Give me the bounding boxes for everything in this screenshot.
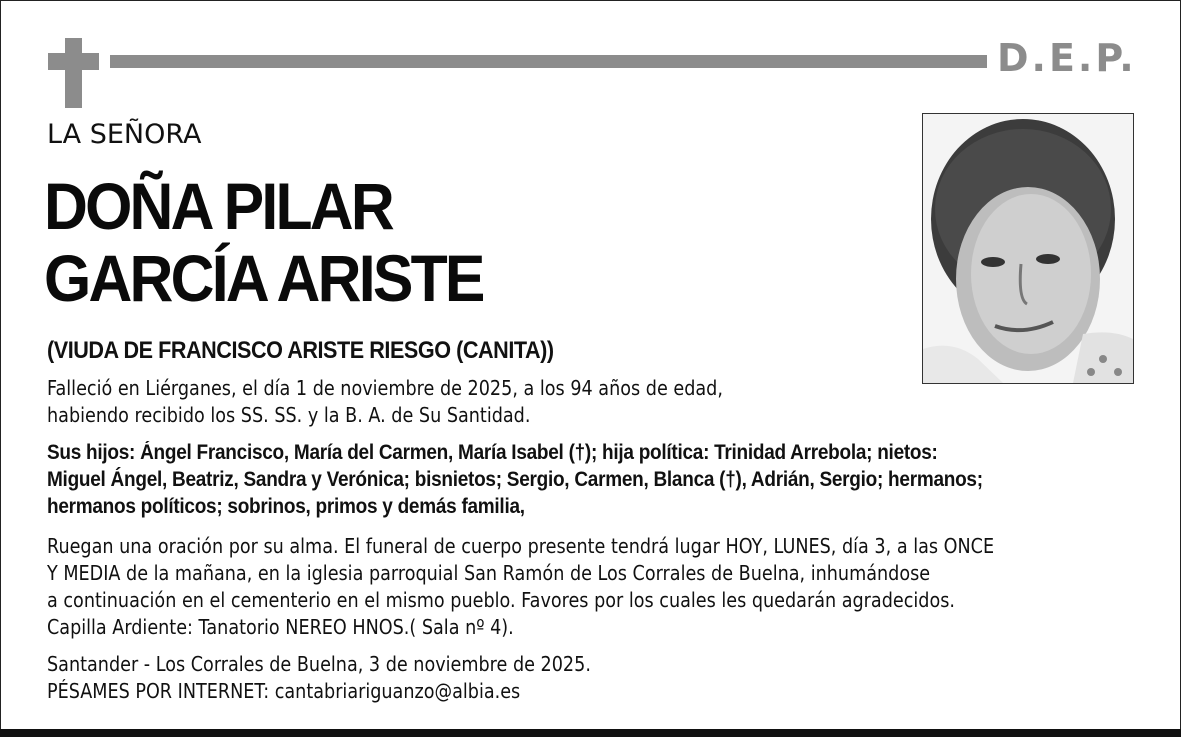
death-notice xyxy=(47,375,723,429)
place-date: Santander - Los Corrales de Buelna, 3 de noviembre de 2025. xyxy=(47,652,591,676)
cross-icon-vertical xyxy=(65,38,82,108)
family-list xyxy=(47,439,983,520)
family-line: hermanos políticos; sobrinos, primos y demás familia, xyxy=(47,495,525,518)
bottom-border xyxy=(0,729,1181,737)
funeral-line: Capilla Ardiente: Tanatorio NEREO HNOS.( Sala nº 4). xyxy=(47,615,514,639)
name-line: GARCÍA ARISTE xyxy=(44,241,483,315)
header-divider xyxy=(110,55,987,68)
death-line: Falleció en Liérganes, el día 1 de noviembre de 2025, a los 94 años de edad, xyxy=(47,376,723,400)
dep-heading: D.E.P. xyxy=(997,36,1137,80)
funeral-details xyxy=(47,533,994,641)
death-line: habiendo recibido los SS. SS. y la B. A. de Su Santidad. xyxy=(47,403,531,427)
name-line: DOÑA PILAR xyxy=(44,169,392,243)
portrait-illustration xyxy=(923,114,1133,383)
portrait-photo xyxy=(922,113,1134,384)
family-line: Miguel Ángel, Beatriz, Sandra y Verónica; bisnietos; Sergio, Carmen, Blanca (†), Adrián, Sergio; hermanos; xyxy=(47,468,983,491)
cross-icon-horizontal xyxy=(48,53,99,70)
intro-title: LA SEÑORA xyxy=(47,119,202,150)
deceased-name xyxy=(44,170,483,314)
family-line: Sus hijos: Ángel Francisco, María del Carmen, María Isabel (†); hija política: Trinidad Arrebola; nietos: xyxy=(47,441,938,464)
funeral-line: Ruegan una oración por su alma. El funeral de cuerpo presente tendrá lugar HOY, LUNES, día 3, a las ONCE xyxy=(47,534,995,558)
funeral-line: Y MEDIA de la mañana, en la iglesia parroquial San Ramón de Los Corrales de Buelna, inhumándose xyxy=(47,561,931,585)
footer xyxy=(47,651,591,705)
condolences-email[interactable]: PÉSAMES POR INTERNET: cantabriariguanzo@albia.es xyxy=(47,679,521,703)
funeral-line: a continuación en el cementerio en el mismo pueblo. Favores por los cuales les quedarán agradecidos. xyxy=(47,588,955,612)
widow-of: (VIUDA DE FRANCISCO ARISTE RIESGO (CANITA)) xyxy=(47,337,554,364)
